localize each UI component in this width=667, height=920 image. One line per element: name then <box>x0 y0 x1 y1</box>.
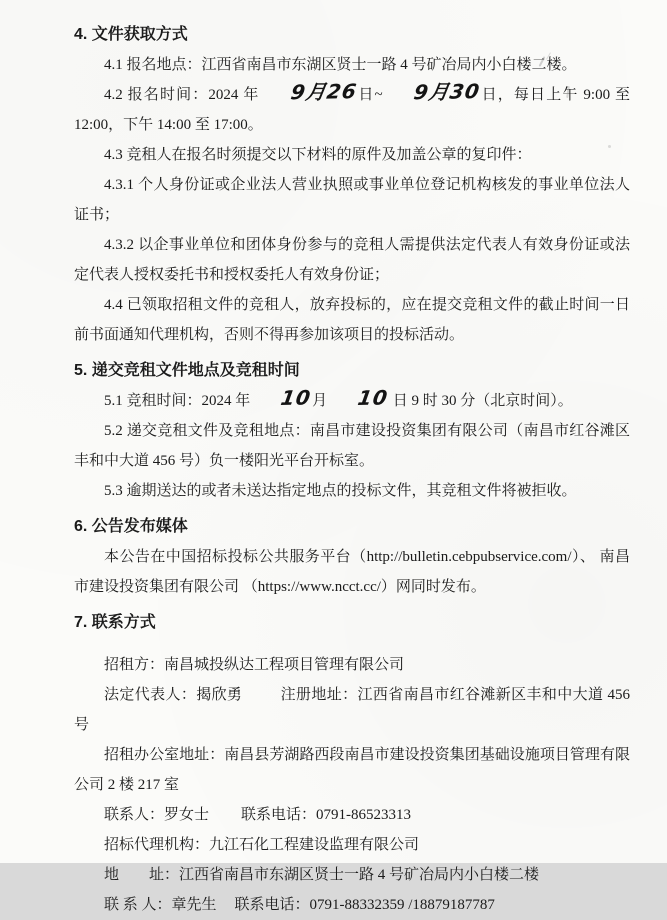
section-4-heading: 4. 文件获取方式 <box>74 26 188 43</box>
scan-artifact <box>418 300 421 302</box>
paragraph-4-3-materials-required: 4.3 竞租人在报名时须提交以下材料的原件及加盖公章的复印件： <box>104 147 532 163</box>
section-5-submission <box>74 356 630 506</box>
section-7-heading: 7. 联系方式 <box>74 614 156 631</box>
printed-text: 日~ <box>357 87 383 103</box>
lessor-line: 招租方：南昌城投纵达工程项目管理有限公司 <box>104 657 405 673</box>
legal-representative: 法定代表人：揭欣勇 <box>104 687 243 703</box>
printed-text: 日，每日上午 9:00 至 12:00，下午 14:00 至 17:00。 <box>74 87 630 133</box>
handwritten-day: 10 <box>356 385 390 410</box>
legal-rep-line <box>74 680 630 740</box>
agency-address-line: 地 址：江西省南昌市东湖区贤士一路 4 号矿冶局内小白楼二楼 <box>104 867 540 883</box>
paragraph-5-2-submission-place: 5.2 递交竞租文件及竞租地点：南昌市建设投资集团有限公司（南昌市红谷滩区丰和中大道 456 号）负一楼阳光平台开标室。 <box>74 423 630 469</box>
paragraph-4-3-2-legal-representative: 4.3.2 以企事业单位和团体身份参与的竞租人需提供法定代表人有效身份证或法定代表人授权委托书和授权委托人有效身份证； <box>74 237 630 283</box>
scan-artifact <box>608 145 611 148</box>
contact2-line <box>74 890 630 920</box>
paragraph-5-3-late-rejection: 5.3 逾期送达的或者未送达指定地点的投标文件，其竞租文件将被拒收。 <box>104 483 577 499</box>
section-6-announcement-media <box>74 512 630 602</box>
paragraph-6-1-media-platforms: 本公告在中国招标投标公共服务平台（http://bulletin.cebpubservice.com/）、 南昌市建设投资集团有限公司 （https://www.ncct.cc/）网同时发布。 <box>74 549 630 595</box>
handwritten-month: 10 <box>279 385 314 410</box>
contact2-name: 联 系 人：章先生 <box>104 897 217 913</box>
contact1-line <box>74 800 630 830</box>
agency-line: 招标代理机构：九江石化工程建设监理有限公司 <box>104 837 420 853</box>
printed-text: 日 9 时 30 分（北京时间）。 <box>388 393 573 409</box>
paragraph-4-2-registration-time <box>74 80 630 140</box>
printed-text: 5.1 竞租时间：2024 年 <box>104 393 251 409</box>
printed-text: 月 <box>312 393 328 409</box>
section-6-heading: 6. 公告发布媒体 <box>74 518 188 535</box>
handwritten-date-end: 9月30 <box>411 79 482 105</box>
contact2-phone: 联系电话：0791-88332359 /18879187787 <box>234 897 495 913</box>
paragraph-4-1-registration-place: 4.1 报名地点：江西省南昌市东湖区贤士一路 4 号矿冶局内小白楼二楼。 <box>104 57 577 73</box>
paragraph-5-1-bidding-time <box>74 386 630 416</box>
section-5-heading: 5. 递交竞租文件地点及竞租时间 <box>74 362 300 379</box>
paragraph-4-3-1-id-documents: 4.3.1 个人身份证或企业法人营业执照或事业单位登记机构核发的事业单位法人证书； <box>74 177 630 223</box>
section-7-contact-info <box>74 608 630 920</box>
paragraph-4-4-withdrawal-notice: 4.4 已领取招租文件的竞租人，放弃投标的，应在提交竞租文件的截止时间一日前书面通知代理机构，否则不得再参加该项目的投标活动。 <box>74 297 630 343</box>
contact1-phone: 联系电话：0791-86523313 <box>241 807 412 823</box>
lease-office-address-line: 招租办公室地址：南昌县芳湖路西段南昌市建设投资集团基础设施项目管理有限公司 2 楼 217 室 <box>74 747 630 793</box>
section-4-document-acquisition <box>74 20 630 350</box>
registered-address: 注册地址：江西省南昌市红谷滩新区丰和中大道 456 号 <box>74 687 630 733</box>
contact1-name: 联系人：罗女士 <box>104 807 210 823</box>
printed-text: 4.2 报名时间：2024 年 <box>104 87 260 103</box>
handwritten-date-start: 9月26 <box>288 79 359 105</box>
